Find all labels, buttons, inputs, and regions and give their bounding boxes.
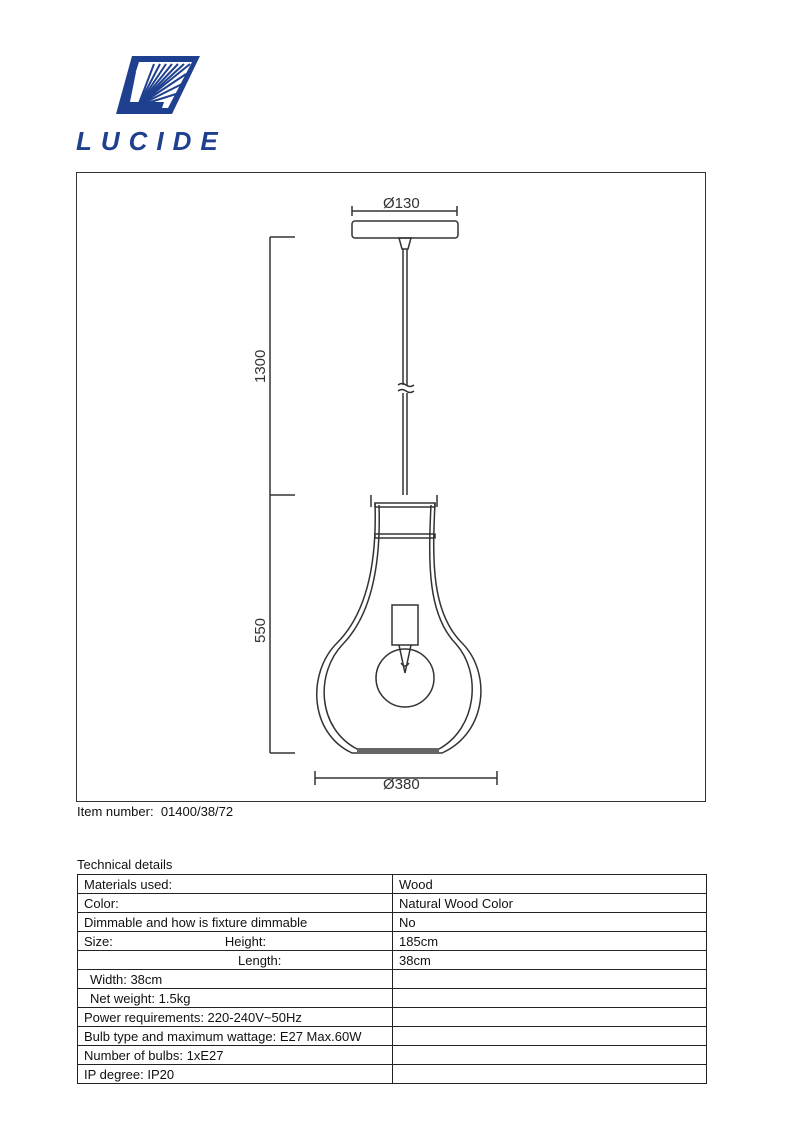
table-row — [78, 1027, 707, 1046]
table-row — [78, 989, 707, 1008]
technical-details-table — [77, 874, 707, 1084]
table-row — [78, 932, 707, 951]
technical-drawing — [76, 172, 706, 802]
spec-label: Bulb type and maximum wattage: E27 Max.60W — [78, 1027, 393, 1046]
spec-value: No — [393, 913, 707, 932]
brand-wordmark: LUCIDE — [76, 126, 227, 156]
table-row — [78, 951, 707, 970]
table-row — [78, 913, 707, 932]
table-row — [78, 1046, 707, 1065]
spec-label — [78, 932, 393, 951]
shade-height-label: 550 — [252, 617, 269, 643]
table-row — [78, 875, 707, 894]
length-label: Length: — [238, 952, 282, 968]
table-row — [78, 1065, 707, 1084]
spec-label: Net weight: 1.5kg — [78, 989, 393, 1008]
item-number-label: Item number: — [77, 804, 154, 819]
table-row — [78, 1008, 707, 1027]
spec-value — [393, 1027, 707, 1046]
cord-length-label: 1300 — [252, 349, 269, 383]
spec-label: Number of bulbs: 1xE27 — [78, 1046, 393, 1065]
table-row — [78, 894, 707, 913]
spec-label: Width: 38cm — [78, 970, 393, 989]
item-number — [77, 804, 233, 819]
table-row — [78, 970, 707, 989]
spec-label: IP degree: IP20 — [78, 1065, 393, 1084]
height-label: Height: — [224, 933, 267, 949]
spec-label: Power requirements: 220-240V~50Hz — [78, 1008, 393, 1027]
spec-value — [393, 989, 707, 1008]
spec-value: 185cm — [393, 932, 707, 951]
spec-value — [393, 1008, 707, 1027]
item-number-value: 01400/38/72 — [160, 804, 234, 819]
spec-label: Materials used: — [78, 875, 393, 894]
spec-value: Natural Wood Color — [393, 894, 707, 913]
spec-value — [393, 1046, 707, 1065]
spec-value — [393, 1065, 707, 1084]
shade-diameter-label: Ø380 — [383, 776, 420, 793]
spec-label — [78, 951, 393, 970]
spec-value — [393, 970, 707, 989]
spec-label: Dimmable and how is fixture dimmable — [78, 913, 393, 932]
canopy-diameter-label: Ø130 — [383, 195, 420, 212]
pendant-lamp-drawing — [77, 173, 707, 803]
size-label: Size: — [84, 933, 113, 949]
spec-label: Color: — [78, 894, 393, 913]
technical-details-heading: Technical details — [77, 857, 173, 872]
spec-value: 38cm — [393, 951, 707, 970]
spec-value: Wood — [393, 875, 707, 894]
